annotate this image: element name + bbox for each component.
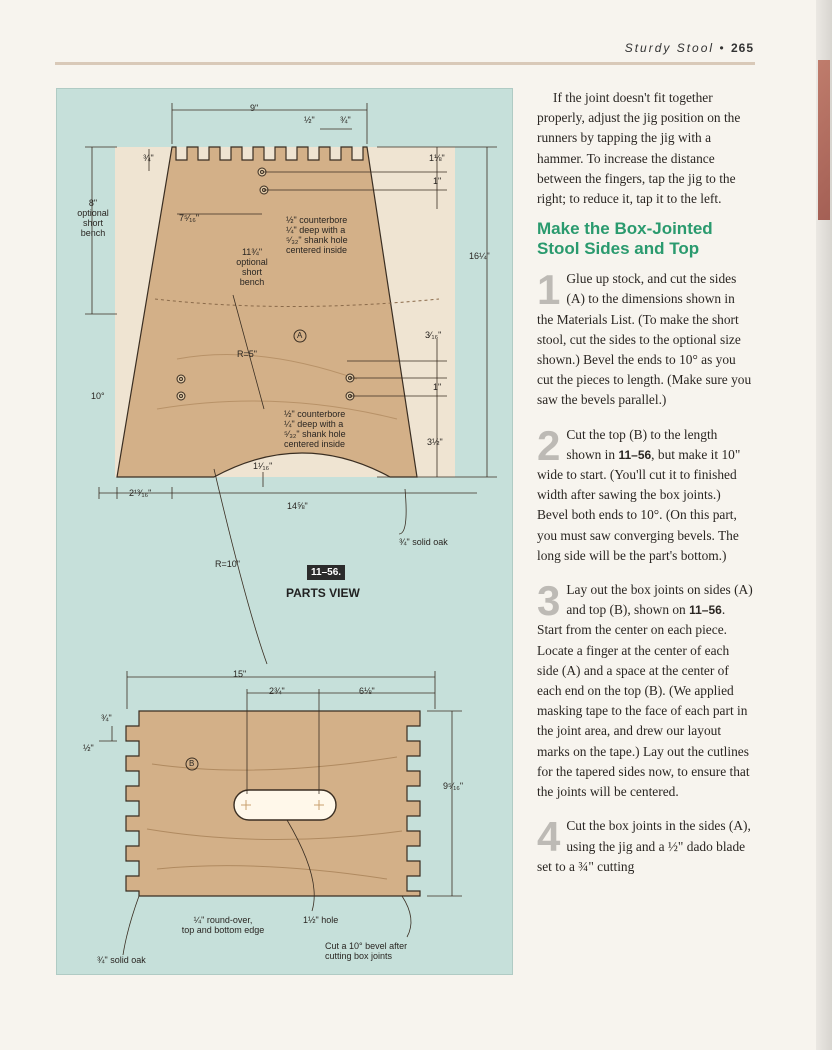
text-column	[537, 88, 753, 891]
angle-10: 10°	[91, 391, 105, 401]
step-3-text-b: . Start from the center on each piece. Locate a finger at the center of each side (A) and a space at the center of each end on the top (B). (We applied masking tape to the face of each part in the joint area, and drew our layout marks on the tape.) Lay out the cutlines for the tapered sides now, to ensure that the joints will be centered.	[537, 602, 750, 800]
step-2-text-b: , but make it 10" wide to start. (You'll cut it to finished width after sawing the box joints.) Bevel both ends to 10°. (On this part, you must saw converging bevels. The long side will be the part's bottom.)	[537, 446, 741, 563]
step-1-text: Glue up stock, and cut the sides (A) to the dimensions shown in the Materials List. (To make the short stool, cut the sides to the optional size shown.) Bevel the ends to 10° as you cut the pieces to length. (Make sure you saw the bevels parallel.)	[537, 271, 752, 408]
dim-slot-length: 6⅛"	[359, 686, 375, 696]
step-1-number: 1	[537, 266, 561, 314]
page-number: 265	[730, 41, 754, 55]
step-3-number: 3	[537, 577, 561, 625]
header-rule	[55, 62, 755, 65]
dim-finger-pitch-b: ¾"	[340, 115, 351, 125]
dim-finger-depth: ¾"	[143, 153, 154, 163]
step-2-text-a: Cut the top (B) to the length shown in	[566, 426, 718, 462]
section-heading: Make the Box-Jointed Stool Sides and Top	[537, 219, 713, 259]
dim-slot-start: 2¾"	[269, 686, 285, 696]
step-3-text-a: Lay out the box joints on sides (A) and top (B), shown on	[566, 582, 753, 618]
dim-1-top: 1"	[433, 176, 442, 186]
dim-1-1-16: 1¹⁄₁₆"	[253, 461, 273, 471]
running-title: Sturdy Stool	[624, 41, 715, 55]
dim-top-finger-a: ¾"	[101, 713, 112, 723]
book-edge-strip	[818, 60, 830, 220]
solid-oak-note-b: ¾" solid oak	[97, 955, 146, 965]
dim-top-finger-b: ½"	[83, 743, 94, 753]
step-2-number: 2	[537, 421, 561, 469]
step-2-figure-ref: 11–56	[618, 447, 652, 462]
dim-1-mid: 1"	[433, 382, 442, 392]
dim-3-1-2: 3½"	[427, 437, 443, 447]
dim-width-top: 9"	[250, 103, 259, 113]
solid-oak-note-a: ¾" solid oak	[399, 537, 448, 547]
counterbore-note-top: ½" counterbore ¼" deep with a ⁵⁄₃₂" shank hole centered inside	[286, 215, 348, 255]
radius-5: R=5"	[237, 349, 257, 359]
step-3	[537, 577, 753, 802]
step-4-number: 4	[537, 813, 561, 861]
dim-height-total: 16¼"	[469, 251, 490, 261]
parts-view-figure	[56, 88, 513, 975]
header-separator: •	[719, 41, 726, 55]
dim-height-optional-bench: 11¾" optional short bench	[236, 247, 268, 287]
dim-top-width: 9⁵⁄₁₆"	[443, 781, 464, 791]
dim-2-13-16: 2¹³⁄₁₆"	[129, 488, 152, 498]
dim-1-1-8: 1⅛"	[429, 153, 445, 163]
roundover-note: ¼" round-over, top and bottom edge	[181, 915, 265, 935]
part-b-label: B	[189, 759, 195, 768]
step-3-figure-ref: 11–56	[689, 603, 722, 618]
figure-title: PARTS VIEW	[286, 586, 360, 600]
intro-paragraph: If the joint doesn't fit together properly, adjust the jig position on the runners by tapping the jig with a hammer. To increase the distance between the fingers, tap the jig to the right; to reduce it, tap it to the left.	[537, 90, 741, 207]
dim-width-bottom: 14⅝"	[287, 501, 308, 511]
running-header	[625, 41, 754, 55]
step-2	[537, 421, 753, 566]
counterbore-note-bottom: ½" counterbore ¼" deep with a ⁵⁄₃₂" shank hole centered inside	[284, 409, 346, 449]
hole-note: 1½" hole	[303, 915, 339, 925]
dim-hole-offset: 7⁵⁄₁₆"	[179, 213, 200, 223]
figure-number-tag: 11–56.	[307, 565, 345, 580]
radius-10: R=10"	[215, 559, 240, 569]
part-a-label: A	[297, 331, 303, 340]
dim-height-optional: 8" optional short bench	[77, 198, 109, 238]
bevel-note: Cut a 10° bevel after cutting box joints	[325, 941, 408, 961]
dim-finger-pitch-a: ½"	[304, 115, 315, 125]
page-edge	[816, 0, 832, 1050]
step-4	[537, 813, 753, 877]
dim-3-16: 3⁄₁₆"	[425, 330, 442, 340]
step-4-text: Cut the box joints in the sides (A), using the jig and a ½" dado blade set to a ¾" cutting	[537, 818, 751, 874]
dim-top-length: 15"	[233, 669, 247, 679]
step-1	[537, 266, 753, 410]
